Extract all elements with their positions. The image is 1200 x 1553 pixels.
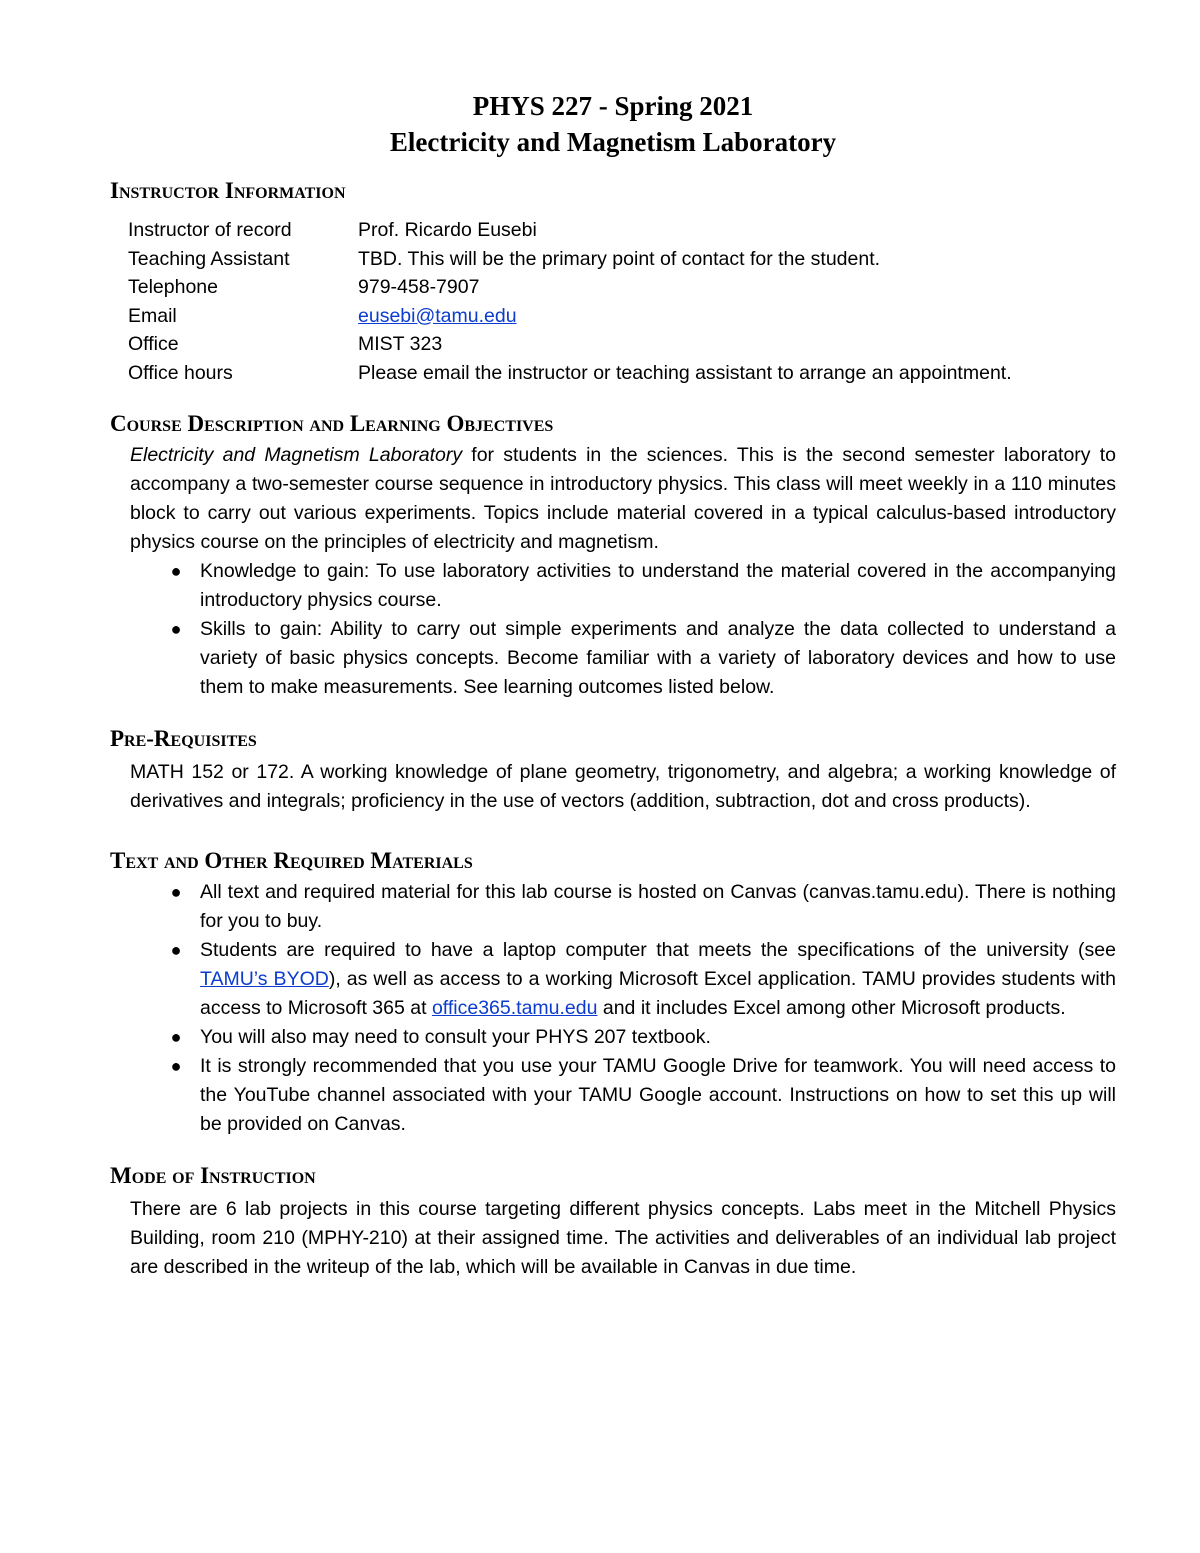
mode-of-instruction-heading: Mode of Instruction [110, 1163, 316, 1188]
mode-of-instruction-text: There are 6 lab projects in this course targeting different physics concepts. Labs meet in the Mitchell Physics Building, room 210 (MPHY-210) at their assigned time. The activities and deliverables of an individual lab project are described in the writeup of the lab, which will be available in Canvas in due time. [130, 1198, 1116, 1278]
document-title [110, 88, 1116, 160]
row-label: Teaching Assistant [128, 247, 290, 270]
materials-heading: Text and Other Required Materials [110, 848, 473, 873]
materials-textbook: You will also may need to consult your PHYS 207 textbook. [200, 1026, 711, 1048]
table-row [128, 218, 1012, 247]
list-item [170, 1052, 1116, 1139]
list-item [170, 878, 1116, 936]
office365-link[interactable]: office365.tamu.edu [431, 997, 598, 1019]
materials-list [110, 878, 1116, 1139]
table-row [128, 275, 1012, 304]
bullet-icon: ● [170, 1056, 182, 1076]
course-title: PHYS 227 - Spring 2021 [472, 91, 754, 121]
objective-skills: Skills to gain: Ability to carry out simple experiments and analyze the data collected to understand a variety of basic physics concepts. Become familiar with a variety of laboratory devices and how to use them to make measurements. See learning outcomes listed below. [200, 618, 1116, 698]
row-value: 979-458-7907 [358, 276, 480, 298]
instructor-table [128, 218, 1012, 389]
materials-laptop [200, 939, 1116, 1019]
table-row [128, 304, 1012, 333]
laptop-text-3: and it includes Excel among other Microsoft products. [597, 997, 1066, 1019]
bullet-icon: ● [170, 561, 182, 581]
laptop-text-1: Students are required to have a laptop computer that meets the specifications of the university (see [200, 939, 1116, 961]
bullet-icon: ● [170, 1027, 182, 1047]
objectives-list [110, 557, 1116, 702]
course-description-text [130, 441, 1116, 557]
objective-knowledge: Knowledge to gain: To use laboratory activities to understand the material covered in the accompanying introductory physics course. [200, 560, 1116, 611]
list-item [170, 615, 1116, 702]
table-row [128, 247, 1012, 276]
row-value: Prof. Ricardo Eusebi [358, 219, 537, 241]
prerequisites-text: MATH 152 or 172. A working knowledge of plane geometry, trigonometry, and algebra; a working knowledge of derivatives and integrals; proficiency in the use of vectors (addition, subtraction, dot and cross products). [130, 761, 1116, 812]
list-item [170, 1023, 1116, 1052]
bullet-icon: ● [170, 940, 182, 960]
row-value: TBD. This will be the primary point of contact for the student. [358, 247, 881, 270]
laptop-text-2: ), as well as access to a working Microsoft Excel application. TAMU provides students with access to Microsoft 365 at [200, 968, 1116, 1019]
row-label: Telephone [128, 276, 218, 298]
course-description-rest: for students in the sciences. This is the second semester laboratory to accompany a two-semester course sequence in introductory physics. This class will meet weekly in a 110 minutes block to carry out various experiments. Topics include material covered in a typical calculus-based introductory physics course on the principles of electricity and magnetism. [130, 444, 1116, 553]
table-row [128, 361, 1012, 390]
bullet-icon: ● [170, 882, 182, 902]
email-link[interactable]: eusebi@tamu.edu [358, 304, 517, 327]
byod-link[interactable]: TAMU’s BYOD [200, 968, 329, 990]
row-label: Instructor of record [128, 219, 292, 241]
bullet-icon: ● [170, 619, 182, 639]
table-row [128, 332, 1012, 361]
course-description-heading: Course Description and Learning Objectives [110, 411, 554, 436]
row-value: MIST 323 [358, 333, 443, 355]
materials-google-drive: It is strongly recommended that you use your TAMU Google Drive for teamwork. You will need access to the YouTube channel associated with your TAMU Google account. Instructions on how to set this up will be provided on Canvas. [200, 1055, 1116, 1135]
materials-canvas: All text and required material for this lab course is hosted on Canvas (canvas.tamu.edu). There is nothing for you to buy. [200, 881, 1116, 932]
prerequisites-heading: Pre-Requisites [110, 726, 257, 751]
row-label: Office hours [128, 361, 233, 384]
instructor-information-heading: Instructor Information [110, 178, 346, 203]
list-item [170, 936, 1116, 1023]
row-label: Email [128, 304, 177, 327]
course-name-italic: Electricity and Magnetism Laboratory [130, 444, 463, 466]
row-label: Office [128, 333, 179, 355]
list-item [170, 557, 1116, 615]
row-value: Please email the instructor or teaching assistant to arrange an appointment. [358, 361, 1012, 384]
course-subtitle: Electricity and Magnetism Laboratory [389, 127, 837, 157]
